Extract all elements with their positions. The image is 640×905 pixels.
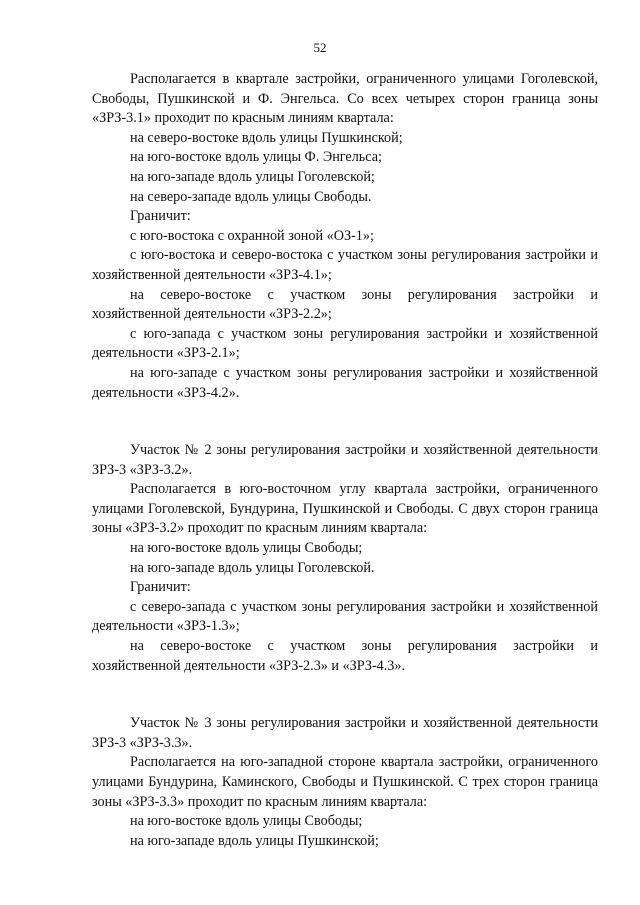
paragraph-location: Располагается в квартале застройки, ограниченного улицами Гоголевской, Свободы, Пушкинской и Ф. Энгельса. Со всех четырех сторон граница зоны «ЗРЗ-3.1» проходит по красным линиям квартала: [92,71,598,127]
border-item: с юго-востока и северо-востока с участком зоны регулирования застройки и хозяйственной деятельности «ЗРЗ-4.1»; [92,247,598,283]
list-item: на юго-западе вдоль улицы Пушкинской; [130,832,379,849]
paragraph-location: Располагается в юго-восточном углу квартала застройки, ограниченного улицами Гоголевской, Бундурина, Пушкинской и Свободы. С двух сторон граница зоны «ЗРЗ-3.2» проходит по красным линиям квартала: [92,481,598,537]
page-number: 52 [313,40,327,55]
border-item: с юго-востока с охранной зоной «ОЗ-1»; [130,227,374,244]
list-item: на юго-востоке вдоль улицы Ф. Энгельса; [130,149,382,166]
border-item: на юго-западе с участком зоны регулирования застройки и хозяйственной деятельности «ЗРЗ-4.2». [92,364,598,401]
section-spacer [92,403,598,441]
list-item: на северо-востоке вдоль улицы Пушкинской; [130,129,403,146]
section-zrz-3-2 [92,441,598,676]
section-zrz-3-1 [92,70,598,403]
list-item: на юго-западе вдоль улицы Гоголевской; [130,168,375,185]
document-body [92,70,598,851]
section-spacer [92,676,598,714]
border-item: с юго-запада с участком зоны регулирования застройки и хозяйственной деятельности «ЗРЗ-2.1»; [92,325,598,362]
section-heading: Участок № 3 зоны регулирования застройки и хозяйственной деятельности ЗРЗ-3 «ЗРЗ-3.3». [92,715,598,751]
paragraph-location: Располагается на юго-западной стороне квартала застройки, ограниченного улицами Бундурина, Каминского, Свободы и Пушкинской. С трех сторон граница зоны «ЗРЗ-3.3» проходит по красным линиям квартала: [92,754,598,810]
section-zrz-3-3 [92,714,598,851]
list-item: на юго-западе вдоль улицы Гоголевской. [130,559,375,576]
borders-label: Граничит: [130,208,191,225]
borders-label: Граничит: [130,579,191,596]
border-item: на северо-востоке с участком зоны регулирования застройки и хозяйственной деятельности «ЗРЗ-2.2»; [92,286,598,323]
list-item: на юго-востоке вдоль улицы Свободы; [130,540,363,557]
section-heading: Участок № 2 зоны регулирования застройки и хозяйственной деятельности ЗРЗ-3 «ЗРЗ-3.2». [92,442,598,478]
border-item: с северо-запада с участком зоны регулирования застройки и хозяйственной деятельности «ЗРЗ-1.3»; [92,598,598,635]
list-item: на северо-западе вдоль улицы Свободы. [130,188,372,205]
list-item: на юго-востоке вдоль улицы Свободы; [130,813,363,830]
border-item: на северо-востоке с участком зоны регулирования застройки и хозяйственной деятельности «ЗРЗ-2.3» и «ЗРЗ-4.3». [92,638,598,674]
